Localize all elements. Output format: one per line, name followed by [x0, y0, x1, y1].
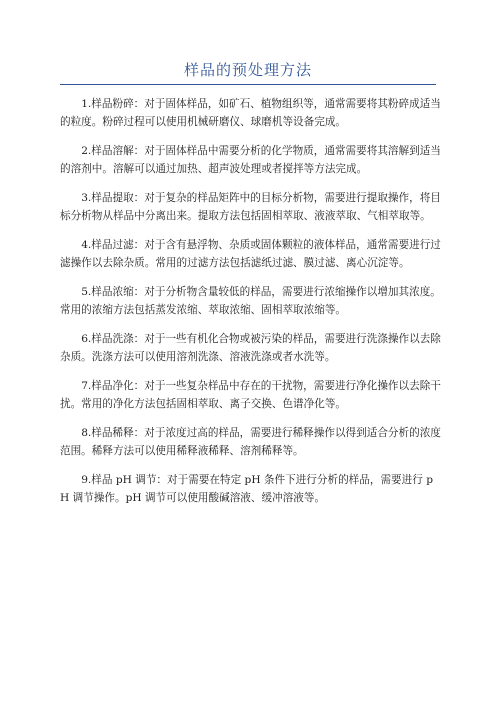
paragraph-sample-concentration: 5.样品浓缩：对于分析物含量较低的样品，需要进行浓缩操作以增加其浓度。常用的浓缩方法包括蒸发浓缩、萃取浓缩、固相萃取浓缩等。: [60, 286, 441, 316]
paragraph-sample-ph-adjustment: 9.样品 pH 调节：对于需要在特定 pH 条件下进行分析的样品，需要进行 pH 调节操作。pH 调节可以使用酸碱溶液、缓冲溶液等。: [60, 474, 433, 504]
paragraph-sample-extraction: 3.样品提取：对于复杂的样品矩阵中的目标分析物，需要进行提取操作，将目标分析物从样品中分离出来。提取方法包括固相萃取、液液萃取、气相萃取等。: [60, 192, 441, 222]
paragraph-sample-dilution: 8.样品稀释：对于浓度过高的样品，需要进行稀释操作以得到适合分析的浓度范围。稀释方法可以使用稀释液稀释、溶剂稀释等。: [60, 427, 441, 457]
paragraph-sample-purification: 7.样品净化：对于一些复杂样品中存在的干扰物，需要进行净化操作以去除干扰。常用的净化方法包括固相萃取、离子交换、色谱净化等。: [60, 380, 441, 410]
paragraph-sample-dissolution: 2.样品溶解：对于固体样品中需要分析的化学物质，通常需要将其溶解到适当的溶剂中。溶解可以通过加热、超声波处理或者搅拌等方法完成。: [60, 145, 441, 175]
page-title: 样品的预处理方法: [183, 61, 312, 79]
document-body: [60, 96, 442, 519]
paragraph-sample-grinding: 1.样品粉碎：对于固体样品，如矿石、植物组织等，通常需要将其粉碎成适当的粒度。粉碎过程可以使用机械研磨仪、球磨机等设备完成。: [60, 98, 441, 128]
paragraph-sample-washing: 6.样品洗涤：对于一些有机化合物或被污染的样品，需要进行洗涤操作以去除杂质。洗涤方法可以使用溶剂洗涤、溶液洗涤或者水洗等。: [60, 333, 441, 363]
title-divider: [60, 84, 436, 85]
paragraph-sample-filtration: 4.样品过滤：对于含有悬浮物、杂质或固体颗粒的液体样品，通常需要进行过滤操作以去除杂质。常用的过滤方法包括滤纸过滤、膜过滤、离心沉淀等。: [60, 239, 441, 269]
